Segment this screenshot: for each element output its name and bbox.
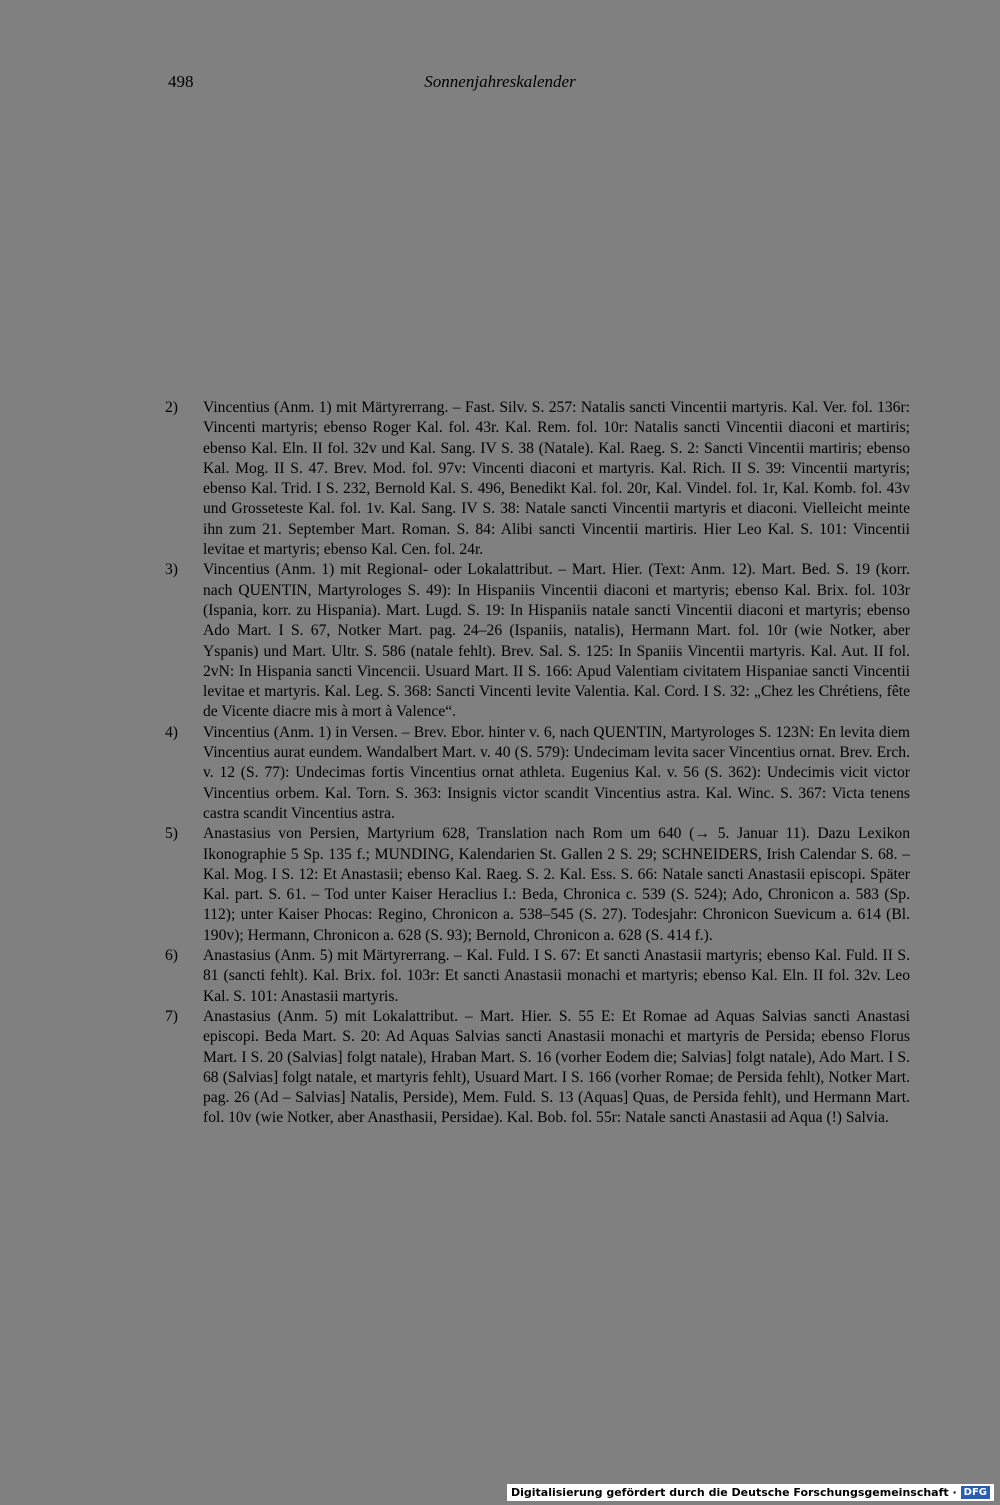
footnote bbox=[165, 824, 910, 946]
footnote bbox=[165, 1007, 910, 1129]
footnote-text: Vincentius (Anm. 1) mit Regional- oder Lokalattribut. – Mart. Hier. (Text: Anm. 12). Mart. Bed. S. 19 (korr. nach QUENTIN, Martyrologes S. 49): In Hispaniis Vincentii diaconi et martyris; ebenso Kal. Brix. fol. 103r (Ispania, korr. zu Hispania). Mart. Lugd. S. 19: In Hispaniis natale sancti Vincentii diaconi et martyris; ebenso Ado Mart. I S. 67, Notker Mart. pag. 24–26 (Ispaniis, natalis), Hermann Mart. fol. 10r (wie Notker, aber Yspanis) und Mart. Ultr. S. 586 (natale fehlt). Brev. Sal. S. 125: In Spaniis Vincentii martyris. Kal. Aut. II fol. 2vN: In Hispania sancti Vincencii. Usuard Mart. II S. 166: Apud Valentiam civitatem Hispaniae sancti Vincentii levitae et martyris. Kal. Leg. S. 368: Sancti Vincenti levite Valentia. Kal. Cord. I S. 32: „Chez les Chrétiens, fête de Vicente diacre mis à mort à Valence“. bbox=[203, 561, 910, 721]
page-number: 498 bbox=[168, 72, 194, 91]
footnote-text: Anastasius (Anm. 5) mit Märtyrerrang. – Kal. Fuld. I S. 67: Et sancti Anastasii martyris; ebenso Kal. Fuld. II S. 81 (sancti fehlt). Kal. Brix. fol. 103r: Et sancti Anastasii monachi et martyris; ebenso Kal. Eln. II fol. 32v. Leo Kal. S. 101: Anastasii martyris. bbox=[203, 947, 910, 1005]
footnote bbox=[165, 560, 910, 722]
footnote bbox=[165, 946, 910, 1007]
footnote-text: Anastasius von Persien, Martyrium 628, Translation nach Rom um 640 (→ 5. Januar 11). Dazu Lexikon Ikonographie 5 Sp. 135 f.; MUNDING, Kalendarien St. Gallen 2 S. 29; SCHNEIDERS, Irish Calendar S. 68. – Kal. Mog. I S. 12: Et Anastasii; ebenso Kal. Raeg. S. 2. Kal. Ess. S. 66: Natale sancti Anastasii episcopi. Später Kal. part. S. 61. – Tod unter Kaiser Heraclius I.: Beda, Chronica c. 539 (S. 524); Ado, Chronicon a. 583 (Sp. 112); unter Kaiser Phocas: Regino, Chronicon a. 538–545 (S. 27). Todesjahr: Chronicon Suevicum a. 614 (Bl. 190v); Hermann, Chronicon a. 628 (S. 93); Bernold, Chronicon a. 628 (S. 414 f.). bbox=[203, 825, 910, 944]
footnote-number: 5) bbox=[165, 825, 178, 843]
footnote bbox=[165, 398, 910, 560]
footnote-number: 2) bbox=[165, 399, 178, 416]
footnote-number: 7) bbox=[165, 1007, 178, 1025]
dfg-logo: DFG bbox=[961, 1486, 990, 1499]
footnote-text: Anastasius (Anm. 5) mit Lokalattribut. – Mart. Hier. S. 55 E: Et Romae ad Aquas Salvias sancti Anastasi episcopi. Beda Mart. S. 20: Ad Aquas Salvias sancti Anastasii monachi et martyris de Persida; ebenso Florus Mart. I S. 20 (Salvias] folgt natale), Hraban Mart. S. 16 (vorher Eodem die; Salvias] folgt natale), Ado Mart. I S. 68 (Salvias] folgt natale, et martyris fehlt), Usuard Mart. I S. 166 (vorher Romae; de Persida fehlt), Notker Mart. pag. 26 (Ad – Salvias] Natalis, Perside), Mem. Fuld. S. 13 (Aquas] Quas, de Persida fehlt), und Hermann Mart. fol. 10v (wie Notker, aber Anasthasii, Persidae). Kal. Bob. fol. 55r: Natale sancti Anastasii ad Aqua (!) Salvia. bbox=[203, 1007, 910, 1127]
footnote-number: 3) bbox=[165, 561, 178, 579]
footnote-number: 6) bbox=[165, 947, 178, 965]
footnote bbox=[165, 723, 910, 824]
credit-text: Digitalisierung gefördert durch die Deutsche Forschungsgemeinschaft · bbox=[510, 1486, 957, 1499]
footnote-number: 4) bbox=[165, 723, 178, 741]
running-head: Sonnenjahreskalender bbox=[424, 72, 576, 91]
digitization-credit bbox=[507, 1484, 994, 1501]
footnotes bbox=[165, 398, 910, 1129]
footnote-text: Vincentius (Anm. 1) in Versen. – Brev. Ebor. hinter v. 6, nach QUENTIN, Martyrologes S. 123N: En levita diem Vincentius aurat eundem. Wandalbert Mart. v. 40 (S. 579): Undecimam levita sacer Vincentius ornat. Brev. Erch. v. 12 (S. 77): Undecimas fortis Vincentius ornat athleta. Eugenius Kal. v. 56 (S. 362): Undecimis vicit victor Vincentius orbem. Kal. Torn. S. 363: Insignis victor scandit Vincentius astra. Kal. Winc. S. 367: Victa tenens castra scandit Vincentius astra. bbox=[203, 723, 910, 822]
footnote-text: Vincentius (Anm. 1) mit Märtyrerrang. – Fast. Silv. S. 257: Natalis sancti Vincentii martyris. Kal. Ver. fol. 136r: Vincenti martyris; ebenso Roger Kal. fol. 43r. Kal. Rem. fol. 10r: Natalis sancti Vincentii diaconi et martiris; ebenso Kal. Eln. II fol. 32v und Kal. Sang. IV S. 38 (Natale). Kal. Raeg. S. 2: Sancti Vincentii martiris; ebenso Kal. Mog. II S. 47. Brev. Mod. fol. 97v: Vincenti diaconi et martyris. Kal. Rich. II S. 39: Vincentii martyris; ebenso Kal. Trid. I S. 232, Bernold Kal. S. 496, Benedikt Kal. fol. 20r, Kal. Vindel. fol. 1r, Kal. Komb. fol. 43v und Grosseteste Kal. fol. 1v. Kal. Sang. IV S. 38: Natale sancti Vincentii martyris et diaconi. Vielleicht meinte ihn zum 21. September Mart. Roman. S. 84: Alibi sancti Vincentii martiris. Hier Leo Kal. S. 101: Vincentii levitae et martyris; ebenso Kal. Cen. fol. 24r. bbox=[203, 399, 910, 559]
